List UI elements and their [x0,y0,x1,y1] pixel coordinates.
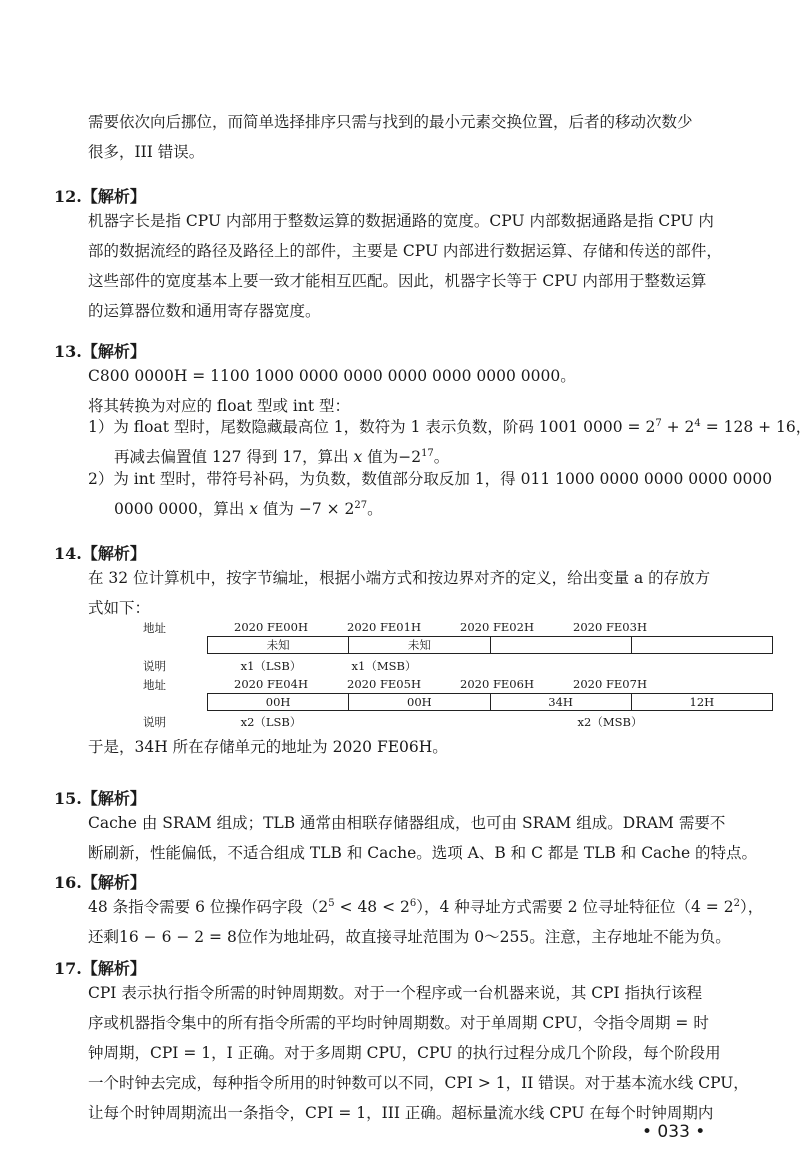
text-line: 让每个时钟周期流出一条指令，CPI = 1，III 正确。超标量流水线 CPU 在每个时钟周期内 [88,1104,714,1122]
q14-paragraph [88,563,728,623]
text-line: 断刷新，性能偏低，不适合组成 TLB 和 Cache。选项 A、B 和 C 都是 TLB 和 Cache 的特点。 [88,844,758,862]
text-fragment: + 2 [661,418,695,436]
address-cell: 2020 FE03H [573,620,647,634]
text-line [88,412,811,442]
q17-paragraph [88,978,749,1128]
text-fragment: ）， [739,898,764,916]
text-fragment: 1）为 float 型时，尾数隐藏最高位 1，数符为 1 表示负数，阶码 1001 0000 = 2 [88,418,656,436]
address-cell: 2020 FE04H [234,677,308,691]
exponent: 7 [655,417,662,429]
text-line [88,494,728,524]
q15-paragraph [88,808,758,868]
address-cell: 2020 FE00H [234,620,308,634]
text-fragment: 。 [433,448,450,466]
text-line: 部的数据流经的路径及路径上的部件，主要是 CPU 内部进行数据运算、存储和传送的部件， [88,242,722,260]
address-cell: 2020 FE05H [347,677,421,691]
analysis-tag: 【解析】 [81,187,146,206]
byte-note: x1（MSB） [351,659,417,673]
text-line: Cache 由 SRAM 组成；TLB 通常由相联存储器组成，也可由 SRAM 组成。DRAM 需要不 [88,814,726,832]
variable-x: x [353,448,363,466]
text-line: 这些部件的宽度基本上要一致才能相互匹配。因此，机器字长等于 CPU 内部用于整数运算 [88,272,707,290]
text-fragment: 再减去偏置值 127 得到 17，算出 [114,448,354,466]
text-line: 2）为 int 型时，带符号补码，为负数，数值部分取反加 1，得 011 1000 0000 0000 0000 0000 [88,470,773,488]
text-line: CPI 表示执行指令所需的时钟周期数。对于一个程序或一台机器来说，其 CPI 指执行该程 [88,984,703,1002]
address-cell: 2020 FE01H [347,620,421,634]
memory-cell: 未知 [208,637,349,653]
memory-cell: 00H [208,694,349,710]
note-label: 说明 [143,715,166,729]
text-line: 在 32 位计算机中，按字节编址，根据小端方式和按边界对齐的定义，给出变量 a 的存放方 [88,569,711,587]
address-cell: 2020 FE06H [460,677,534,691]
exponent: 4 [694,417,701,429]
variable-x: x [249,500,258,518]
address-cell: 2020 FE07H [573,677,647,691]
analysis-tag: 【解析】 [81,959,146,978]
exponent: 6 [409,897,417,909]
text-fragment: 。 [367,500,383,518]
text-fragment: ），4 种寻址方式需要 2 位寻址特征位（4 = 2 [416,898,734,916]
byte-note: x2（LSB） [240,715,302,729]
text-fragment: = 128 + 16， [700,418,811,436]
text-line: C800 0000H = 1100 1000 0000 0000 0000 0000 0000 0000。 [88,367,576,385]
text-line: 于是，34H 所在存储单元的地址为 2020 FE06H。 [88,738,448,756]
text-fragment: 值为−2 [362,448,422,466]
question-number: 12. [54,187,82,206]
text-line: 需要依次向后挪位，而简单选择排序只需与找到的最小元素交换位置，后者的移动次数少 [88,113,693,131]
question-number: 13. [54,342,82,361]
memory-cell: 12H [689,695,715,709]
memory-cell-row [207,693,773,711]
q12-paragraph [88,206,728,326]
text-line: 还剩16 − 6 − 2 = 8位作为地址码，故直接寻址范围为 0～255。注意，主存地址不能为负。 [88,928,731,946]
question-number: 17. [54,959,82,978]
exponent: 17 [421,447,434,459]
text-fragment: < 48 < 2 [334,898,410,916]
question-number: 15. [54,789,82,808]
address-cell: 2020 FE02H [460,620,534,634]
text-line: 机器字长是指 CPU 内部用于整数运算的数据通路的宽度。CPU 内部数据通路是指 CPU 内 [88,212,714,230]
text-line [88,892,764,922]
text-line: 钟周期，CPI = 1，I 正确。对于多周期 CPU，CPU 的执行过程分成几个阶段，每个阶段用 [88,1044,721,1062]
address-label: 地址 [143,621,166,635]
analysis-tag: 【解析】 [81,789,146,808]
memory-cell: 34H [491,694,632,710]
page-number: • 033 • [642,1122,706,1142]
question-number: 16. [54,873,82,892]
text-line: 一个时钟去完成，每种指令所用的时钟数可以不同，CPI > 1，II 错误。对于基本流水线 CPU， [88,1074,749,1092]
text-fragment: 0000 0000，算出 [114,500,250,518]
analysis-tag: 【解析】 [81,342,146,361]
note-label: 说明 [143,659,166,673]
text-fragment: 48 条指令需要 6 位操作码字段（2 [88,898,329,916]
question-number: 14. [54,544,82,563]
analysis-tag: 【解析】 [81,873,146,892]
memory-cell: 未知 [349,637,490,653]
q13-item-int [88,464,773,524]
address-label: 地址 [143,678,166,692]
memory-cell [632,637,772,653]
q16-paragraph [88,892,764,952]
text-line: 式如下： [88,599,151,617]
intro-paragraph [88,107,728,167]
analysis-tag: 【解析】 [81,544,146,563]
q13-item-float [88,412,811,472]
exponent: 2 [733,897,740,909]
exponent: 27 [354,499,368,511]
text-line: 的运算器位数和通用寄存器宽度。 [88,302,321,320]
byte-note: x2（MSB） [577,715,643,729]
memory-cell-row [207,636,773,654]
memory-cell: 00H [349,694,490,710]
exponent: 5 [328,897,335,909]
text-line: 将其转换为对应的 float 型或 int 型： [88,397,351,415]
text-line: 很多，III 错误。 [88,143,205,161]
q14-conclusion [88,732,728,762]
text-line: 序或机器指令集中的所有指令所需的平均时钟周期数。对于单周期 CPU，令指令周期 = 时 [88,1014,709,1032]
text-fragment: 值为 −7 × 2 [258,500,355,518]
byte-note: x1（LSB） [240,659,302,673]
memory-cell [491,637,632,653]
